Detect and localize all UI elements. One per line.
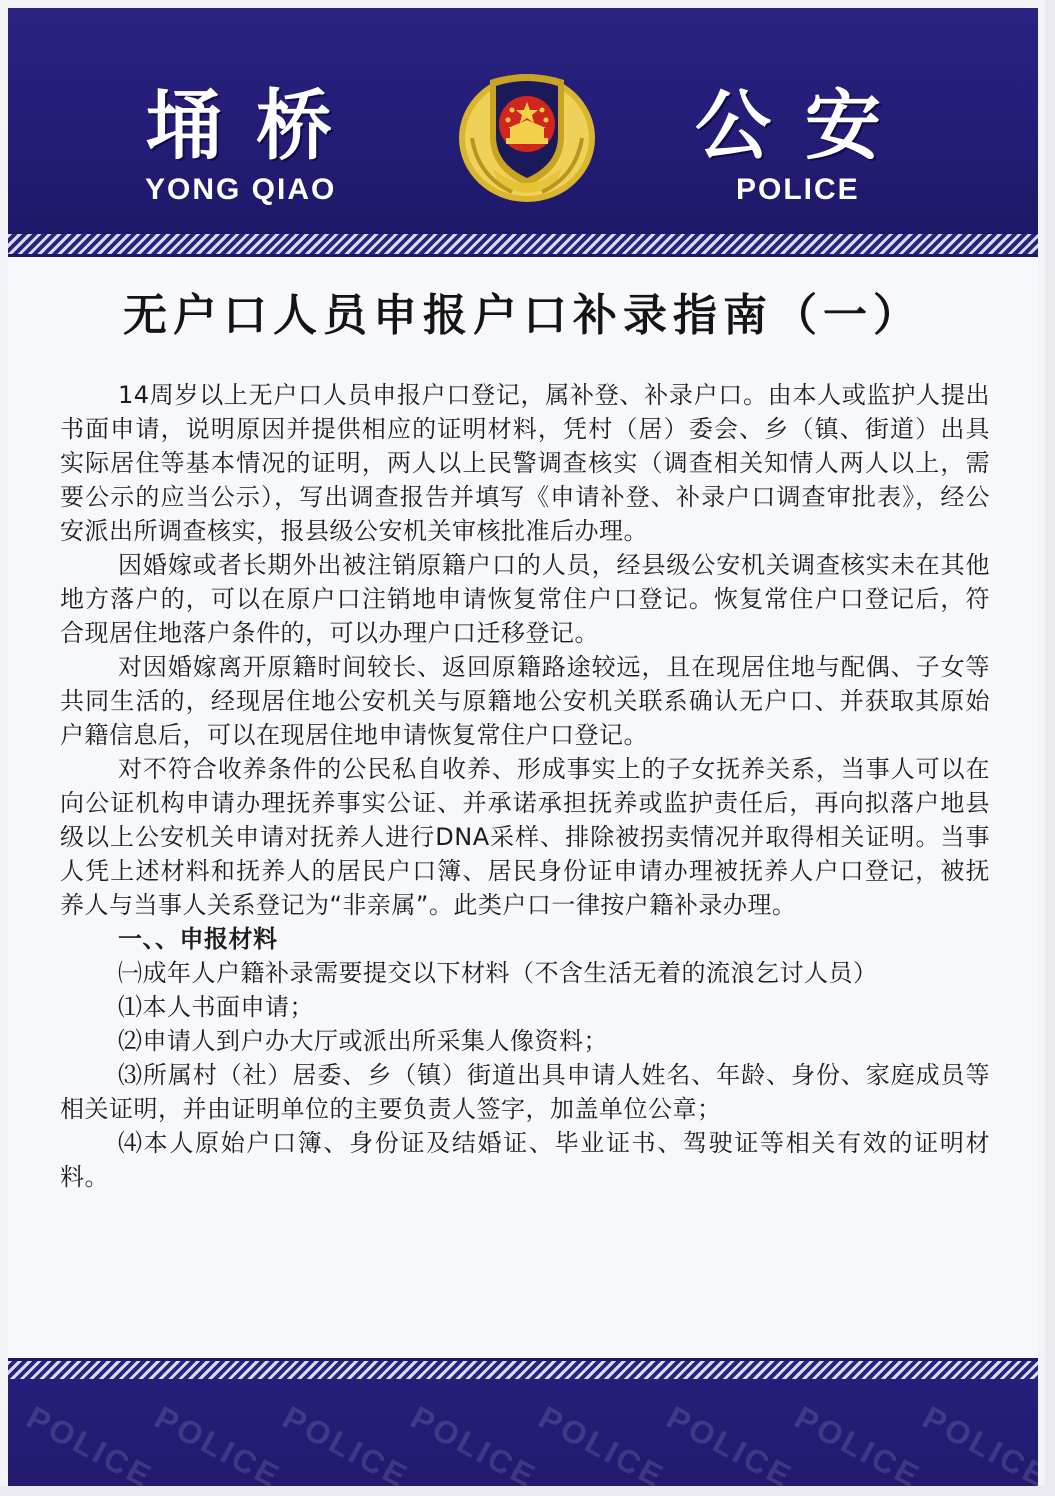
footer-watermark: POLICE <box>277 1399 416 1496</box>
section-heading: 一、、申报材料 <box>118 925 278 953</box>
material-item-2: ⑵申请人到户办大厅或派出所采集人像资料； <box>118 1027 608 1055</box>
content-panel <box>8 258 1038 1358</box>
footer-watermark: POLICE <box>789 1399 928 1496</box>
page-title: 无户口人员申报户口补录指南（一） <box>123 290 923 341</box>
header-left-cn: 埇桥 <box>146 81 366 170</box>
footer-watermark: POLICE <box>21 1399 160 1496</box>
footer-watermark: POLICE <box>533 1399 672 1496</box>
paragraph-3: 对因婚嫁离开原籍时间较长、返回原籍路途较远，且在现居住地与配偶、子女等共同生活的，经现居住地公安机关与原籍地公安机关联系确认无户口、并获取其原始户籍信息后，可以在现居住地申请恢复常住户口登记。 <box>60 653 990 749</box>
section-subheading: ㈠成年人户籍补录需要提交以下材料（不含生活无着的流浪乞讨人员） <box>118 959 878 987</box>
header-right-en: POLICE <box>736 173 860 206</box>
header-left-en: YONG QIAO <box>145 173 337 206</box>
footer-stripe-divider <box>8 1358 1038 1379</box>
police-emblem-icon <box>452 58 602 208</box>
material-item-1: ⑴本人书面申请； <box>118 993 314 1021</box>
footer-watermark: POLICE <box>149 1399 288 1496</box>
header-stripe-divider <box>8 234 1038 257</box>
footer-watermark: POLICE <box>661 1399 800 1496</box>
paragraph-1: 14周岁以上无户口人员申报户口登记，属补登、补录户口。由本人或监护人提出书面申请，说明原因并提供相应的证明材料，凭村（居）委会、乡（镇、街道）出具实际居住等基本情况的证明，两人以上民警调查核实（调查相关知情人两人以上，需要公示的应当公示），写出调查报告并填写《申请补登、补录户口调查审批表》，经公安派出所调查核实，报县级公安机关审核批准后办理。 <box>60 381 990 545</box>
header-right-cn: 公安 <box>695 81 915 170</box>
material-item-3: ⑶所属村（社）居委、乡（镇）街道出具申请人姓名、年龄、身份、家庭成员等相关证明，并由证明单位的主要负责人签字，加盖单位公章； <box>60 1061 990 1123</box>
body-text <box>60 378 990 1194</box>
footer-watermark: POLICE <box>917 1399 1055 1496</box>
footer-watermark: POLICE <box>405 1399 544 1496</box>
paragraph-4: 对不符合收养条件的公民私自收养、形成事实上的子女抚养关系，当事人可以在向公证机构申请办理抚养事实公证、并承诺承担抚养或监护责任后，再向拟落户地县级以上公安机关申请对抚养人进行DNA采样、排除被拐卖情况并取得相关证明。当事人凭上述材料和抚养人的居民户口簿、居民身份证申请办理被抚养人户口登记，被抚养人与当事人关系登记为“非亲属”。此类户口一律按户籍补录办理。 <box>60 755 990 919</box>
footer-banner <box>8 1379 1055 1496</box>
paragraph-2: 因婚嫁或者长期外出被注销原籍户口的人员，经县级公安机关调查核实未在其他地方落户的，可以在原户口注销地申请恢复常住户口登记。恢复常住户口登记后，符合现居住地落户条件的，可以办理户口迁移登记。 <box>60 551 990 647</box>
material-item-4: ⑷本人原始户口簿、身份证及结婚证、毕业证书、驾驶证等相关有效的证明材料。 <box>60 1129 990 1191</box>
